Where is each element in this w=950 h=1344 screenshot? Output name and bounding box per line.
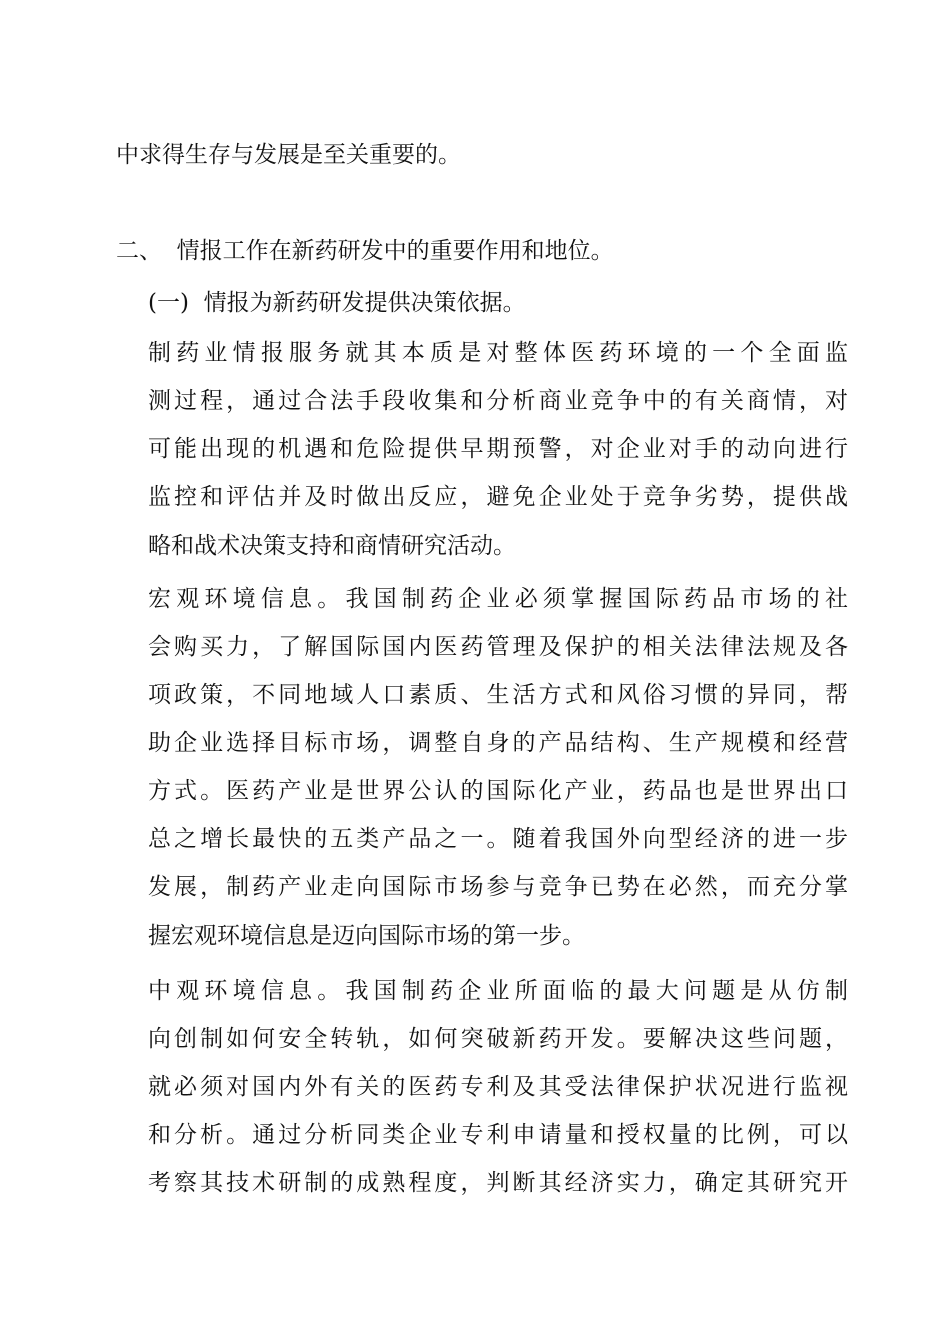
body-text-line: 中求得生存与发展是至关重要的。 — [116, 142, 461, 168]
paragraph-line: 和分析。通过分析同类企业专利申请量和授权量的比例，可以 — [148, 1122, 848, 1148]
paragraph-line: 宏观环境信息。我国制药企业必须掌握国际药品市场的社 — [148, 586, 848, 612]
paragraph-line: 测过程，通过合法手段收集和分析商业竞争中的有关商情，对 — [148, 388, 848, 414]
paragraph-line: 就必须对国内外有关的医药专利及其受法律保护状况进行监视 — [148, 1074, 848, 1100]
paragraph-line: 制药业情报服务就其本质是对整体医药环境的一个全面监 — [148, 340, 848, 366]
paragraph-line: 项政策，不同地域人口素质、生活方式和风俗习惯的异同，帮 — [148, 682, 848, 708]
paragraph-line: 中观环境信息。我国制药企业所面临的最大问题是从仿制 — [148, 978, 848, 1004]
paragraph-line: 发展，制药产业走向国际市场参与竞争已势在必然，而充分掌 — [148, 874, 848, 900]
paragraph-line: 总之增长最快的五类产品之一。随着我国外向型经济的进一步 — [148, 826, 848, 852]
paragraph-line: 会购买力，了解国际国内医药管理及保护的相关法律法规及各 — [148, 634, 848, 660]
subsection-heading: (一) 情报为新药研发提供决策依据。 — [148, 290, 526, 316]
paragraph-line: 略和战术决策支持和商情研究活动。 — [148, 533, 516, 559]
paragraph-line: 握宏观环境信息是迈向国际市场的第一步。 — [148, 923, 585, 949]
paragraph-line: 考察其技术研制的成熟程度，判断其经济实力，确定其研究开 — [148, 1170, 848, 1196]
paragraph-line: 向创制如何安全转轨，如何突破新药开发。要解决这些问题， — [148, 1026, 848, 1052]
section-heading: 二、 情报工作在新药研发中的重要作用和地位。 — [116, 238, 614, 264]
paragraph-line: 监控和评估并及时做出反应，避免企业处于竞争劣势，提供战 — [148, 484, 848, 510]
paragraph-line: 可能出现的机遇和危险提供早期预警，对企业对手的动向进行 — [148, 436, 848, 462]
paragraph-line: 方式。医药产业是世界公认的国际化产业，药品也是世界出口 — [148, 778, 848, 804]
paragraph-line: 助企业选择目标市场，调整自身的产品结构、生产规模和经营 — [148, 730, 848, 756]
